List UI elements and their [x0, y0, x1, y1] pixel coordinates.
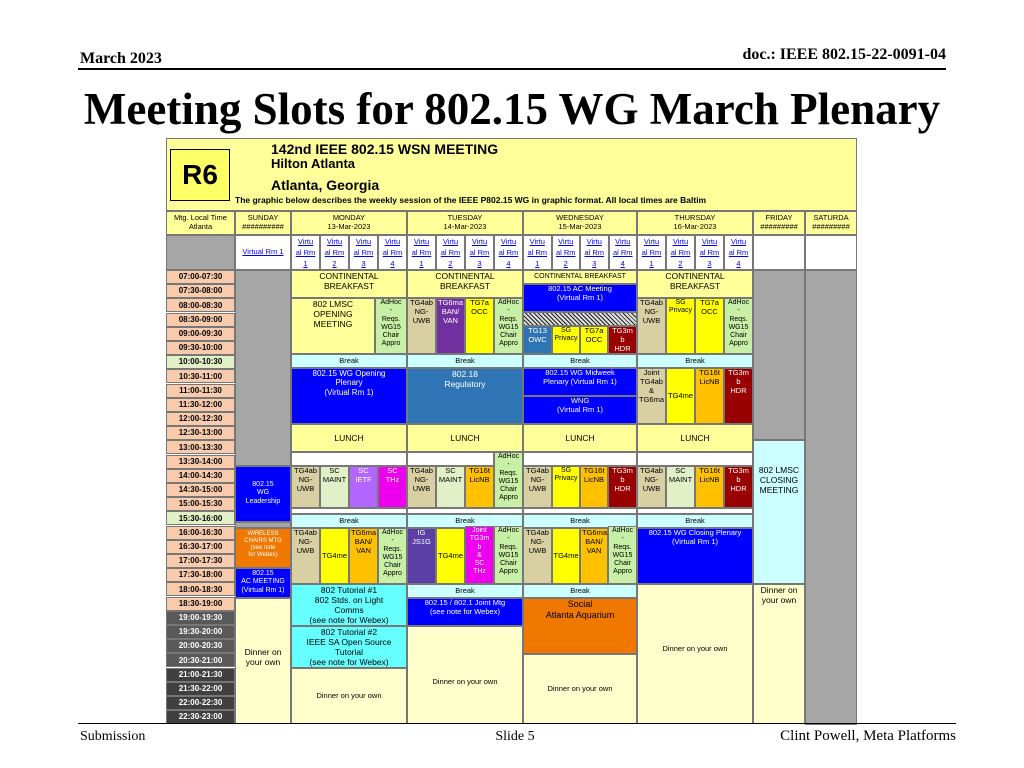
break-thursday-pm: Break [637, 514, 753, 528]
tutorial-1: 802 Tutorial #1 802 Stds. on Light Comms (see note for Webex) [291, 584, 407, 626]
virtual-room-link[interactable] [320, 235, 349, 270]
tg16t-thursday-pm: TG16t LicNB [695, 466, 724, 508]
day-header-sunday [235, 211, 291, 235]
day-header-thursday [637, 211, 753, 235]
time-slot-label: 16:30-17:00 [166, 540, 235, 554]
virtual-room-link[interactable] [436, 235, 465, 270]
footer-author: Clint Powell, Meta Platforms [780, 728, 956, 744]
sc-maint-tuesday: SC MAINT [436, 466, 465, 508]
tg6ma-monday: TG6ma BAN/ VAN [349, 528, 378, 584]
virtual-room-link-label: Virtu al Rm [670, 237, 691, 257]
tg3mb-wednesday-pm: TG3m b HDR [608, 466, 637, 508]
dinner-friday: Dinner on your own [753, 584, 805, 724]
day-date: 16-Mar-2023 [673, 222, 717, 231]
time-slot-label: 22:00-22:30 [166, 696, 235, 710]
day-date: ######### [760, 222, 798, 231]
virtual-room-link[interactable] [407, 235, 436, 270]
breakfast-tuesday: CONTINENTAL BREAKFAST [407, 270, 523, 298]
ac-meeting-wednesday: 802.15 AC Meeting (Virtual Rm 1) [523, 284, 637, 312]
joint-tg3mb-sc-thz: Joint TG3m b & SC THz [465, 526, 494, 584]
virtual-room-row-label [166, 235, 235, 270]
tg3mb-thursday: TG3m b HDR [724, 368, 753, 424]
virtual-room-link[interactable] [552, 235, 581, 270]
day-name: THURSDAY [674, 213, 716, 223]
friday-empty-morning [753, 270, 805, 440]
tg16t-wednesday: TG16t LicNB [580, 466, 608, 508]
sc-maint-thursday: SC MAINT [666, 466, 695, 508]
virtual-room-link[interactable] [580, 235, 609, 270]
virtual-room-link[interactable] [494, 235, 523, 270]
virtual-room-link-label: Virtu al Rm [382, 237, 403, 257]
tg16t-thursday: TG16t LicNB [695, 368, 724, 424]
time-slot-label: 12:30-13:00 [166, 426, 235, 440]
breakfast-wednesday: CONTINENTAL BREAKFAST [523, 270, 637, 284]
footer-rule [78, 723, 956, 724]
time-slot-label: 08:00-08:30 [166, 298, 235, 312]
lunch-wednesday: LUNCH [523, 424, 637, 452]
virtual-room-link-label: Virtu al Rm [641, 237, 662, 257]
saturday-empty [805, 270, 857, 725]
time-slot-label: 22:30-23:00 [166, 710, 235, 724]
sc-maint-monday: SC MAINT [320, 466, 349, 508]
virtual-room-link[interactable] [465, 235, 494, 270]
time-slot-label: 10:30-11:00 [166, 369, 235, 383]
header-doc-number: doc.: IEEE 802.15-22-0091-04 [742, 46, 946, 63]
day-date: 13-Mar-2023 [327, 222, 371, 231]
virtual-room-number: 1 [649, 258, 654, 268]
tg4ab-thursday: TG4ab NG- UWB [637, 298, 666, 354]
tg3mb-wednesday: TG3m b HDR [608, 326, 637, 354]
virtual-room-link[interactable] [666, 235, 695, 270]
virtual-room-number: 4 [390, 258, 395, 268]
virtual-room-link[interactable] [637, 235, 666, 270]
dinner-thursday: Dinner on your own [637, 584, 753, 724]
sg-privacy-wednesday-pm: SG Privacy [552, 466, 580, 508]
break-monday-am: Break [291, 354, 407, 368]
time-slot-label: 13:00-13:30 [166, 440, 235, 454]
day-name: FRIDAY [765, 213, 793, 223]
time-slot-label: 19:00-19:30 [166, 611, 235, 625]
adhoc-monday-am: AdHoc - Reqs. WG15 Chair Appro [375, 298, 407, 354]
ig-js1g-tuesday: IG JS1G [407, 528, 436, 584]
local-time-header: Mtg. Local Time Atlanta [166, 211, 235, 235]
tg4ab-monday-late: TG4ab NG- UWB [291, 528, 320, 584]
meeting-venue: Hilton Atlanta [271, 156, 356, 172]
meeting-city: Atlanta, Georgia [271, 176, 380, 193]
lunch-monday: LUNCH [291, 424, 407, 452]
tg6ma-tuesday: TG6ma BAN/ VAN [436, 298, 465, 354]
room-logo: R6 [170, 149, 230, 201]
adhoc-tuesday-am: AdHoc - Reqs. WG15 Chair Appro [494, 298, 523, 354]
time-slot-label: 19:30-20:00 [166, 625, 235, 639]
virtual-room-link[interactable] [695, 235, 724, 270]
time-slot-label: 21:30-22:00 [166, 682, 235, 696]
day-name: MONDAY [332, 213, 366, 223]
tg7a-wednesday: TG7a OCC [580, 326, 608, 354]
virtual-room-link[interactable] [523, 235, 552, 270]
tg4ab-tuesday-pm: TG4ab NG- UWB [407, 466, 436, 508]
wednesday-unavailable-slot [523, 312, 637, 326]
virtual-room-number: 1 [419, 258, 424, 268]
tg4ab-monday: TG4ab NG- UWB [291, 466, 320, 508]
monday-blank-1 [291, 452, 407, 466]
day-header-friday [753, 211, 805, 235]
break-wednesday-pm: Break [523, 514, 637, 528]
day-header-saturday [805, 211, 857, 235]
virtual-room-link[interactable] [724, 235, 753, 270]
tg7a-thursday: TG7a OCC [695, 298, 724, 354]
time-slot-label: 17:00-17:30 [166, 554, 235, 568]
break-tuesday-am: Break [407, 354, 523, 368]
tg4ab-wednesday-late: TG4ab NG- UWB [523, 528, 552, 584]
day-date: 15-Mar-2023 [558, 222, 602, 231]
adhoc-wednesday: AdHoc - Reqs. WG15 Chair Appro [608, 526, 637, 584]
lmsc-opening-meeting: 802 LMSC OPENING MEETING [291, 298, 375, 354]
slide-title: Meeting Slots for 802.15 WG March Plenary [83, 84, 941, 134]
dinner-sunday: Dinner on your own [235, 598, 291, 724]
lunch-tuesday: LUNCH [407, 424, 523, 452]
tg4me-wednesday: TG4me [552, 528, 580, 584]
sg-privacy-wednesday: SG Privacy [552, 326, 580, 354]
day-name: WEDNESDAY [556, 213, 604, 223]
schedule-note: The graphic below describes the weekly session of the IEEE P802.15 WG in graphic format. All local times are Baltim [235, 195, 707, 206]
day-name: TUESDAY [447, 213, 483, 223]
virtual-room-link-label: Virtu al Rm [411, 237, 432, 257]
virtual-room-number: 2 [678, 258, 683, 268]
dinner-tuesday: Dinner on your own [407, 626, 523, 724]
ac-meeting-sunday: 802.15 AC MEETING (Virtual Rm 1) [235, 568, 291, 598]
wednesday-blank-1 [523, 452, 637, 466]
time-slot-label: 14:30-15:00 [166, 483, 235, 497]
tg7a-tuesday: TG7a OCC [465, 298, 494, 354]
meeting-title: 142nd IEEE 802.15 WSN MEETING [271, 141, 499, 157]
joint-tg4ab-tg6ma: Joint TG4ab & TG6ma [637, 368, 666, 424]
virtual-room-number: 2 [448, 258, 453, 268]
tg13-owc-wednesday: TG13 OWC [523, 326, 552, 354]
adhoc-tuesday-pm: AdHoc - Reqs. WG15 Chair Appro [494, 452, 523, 508]
virtual-room-number: 2 [332, 258, 337, 268]
time-slot-label: 18:30-19:00 [166, 597, 235, 611]
adhoc-monday-pm: AdHoc - Reqs. WG15 Chair Appro [378, 528, 407, 584]
footer-slide-number: Slide 5 [495, 729, 535, 744]
time-slot-label: 18:00-18:30 [166, 582, 235, 596]
tg4ab-wednesday: TG4ab NG- UWB [523, 466, 552, 508]
virtual-room-number: 3 [592, 258, 597, 268]
regulatory-session: 802.18 Regulatory [407, 368, 523, 424]
tuesday-blank-1 [407, 452, 494, 466]
virtual-room-link-label: Virtu al Rm [324, 237, 345, 257]
header-rule [78, 68, 946, 70]
virtual-room-link[interactable] [349, 235, 378, 270]
breakfast-thursday: CONTINENTAL BREAKFAST [637, 270, 753, 298]
tg4ab-tuesday: TG4ab NG- UWB [407, 298, 436, 354]
time-slot-label: 12:00-12:30 [166, 412, 235, 426]
closing-plenary: 802.15 WG Closing Plenary (Virtual Rm 1) [637, 528, 753, 584]
tg6ma-wednesday: TG6ma BAN/ VAN [580, 528, 608, 584]
day-header-tuesday [407, 211, 523, 235]
wng-session: WNG (Virtual Rm 1) [523, 396, 637, 424]
break-thursday-am: Break [637, 354, 753, 368]
virtual-room-number: 4 [736, 258, 741, 268]
meeting-schedule-grid [166, 138, 857, 725]
virtual-room-number: 1 [535, 258, 540, 268]
virtual-room-link-label: Virtu al Rm [728, 237, 749, 257]
virtual-room-number: 4 [620, 258, 625, 268]
tg4me-thursday: TG4me [666, 368, 695, 424]
thursday-blank-1 [637, 452, 753, 466]
virtual-room-number: 1 [303, 258, 308, 268]
sunday-empty-morning [235, 270, 291, 466]
virtual-room-link-label: Virtu al Rm [584, 237, 605, 257]
break-wednesday-evening: Break [523, 584, 637, 598]
joint-802-15-802-1-meeting: 802.15 / 802.1 Joint Mtg (see note for Webex) [407, 598, 523, 626]
tutorial-2: 802 Tutorial #2 IEEE SA Open Source Tutorial (see note for Webex) [291, 626, 407, 668]
time-slot-label: 07:00-07:30 [166, 270, 235, 284]
virtual-room-number: 4 [506, 258, 511, 268]
sc-ietf-monday: SC IETF [349, 466, 378, 508]
day-name: SUNDAY [247, 213, 279, 223]
time-slot-label: 11:30-12:00 [166, 398, 235, 412]
virtual-room-link-label: Virtu al Rm [295, 237, 316, 257]
day-header-wednesday [523, 211, 637, 235]
virtual-room-link-label: Virtu al Rm [440, 237, 461, 257]
dinner-wednesday: Dinner on your own [523, 654, 637, 724]
time-slot-label: 09:00-09:30 [166, 327, 235, 341]
time-slot-label: 15:00-15:30 [166, 497, 235, 511]
break-tuesday-evening: Break [407, 584, 523, 598]
breakfast-monday: CONTINENTAL BREAKFAST [291, 270, 407, 298]
virtual-room-link-label: Virtu al Rm [555, 237, 576, 257]
time-slot-label: 20:30-21:00 [166, 653, 235, 667]
opening-plenary: 802.15 WG Opening Plenary (Virtual Rm 1) [291, 368, 407, 424]
time-slot-label: 15:30-16:00 [166, 511, 235, 525]
time-slot-label: 13:30-14:00 [166, 455, 235, 469]
time-slot-label: 08:30-09:00 [166, 313, 235, 327]
day-name: SATURDA [813, 213, 849, 223]
tg4me-tuesday: TG4me [436, 528, 465, 584]
header-date: March 2023 [80, 50, 162, 67]
adhoc-tuesday-late: AdHoc - Reqs. WG15 Chair Appro [494, 526, 523, 584]
virtual-room-sunday[interactable]: Virtual Rm 1 [235, 235, 291, 270]
day-date: ########## [242, 222, 284, 231]
virtual-room-number: 3 [361, 258, 366, 268]
virtual-room-link-label: Virtu al Rm [699, 237, 720, 257]
time-slot-label: 09:30-10:00 [166, 341, 235, 355]
time-slot-label: 11:00-11:30 [166, 384, 235, 398]
virtual-room-link-label: Virtu al Rm [527, 237, 548, 257]
day-date: 14-Mar-2023 [443, 222, 487, 231]
footer-submission: Submission [80, 729, 146, 744]
day-header-monday [291, 211, 407, 235]
day-date: ######### [812, 222, 850, 231]
virtual-room-link[interactable] [378, 235, 407, 270]
time-slot-label: 20:00-20:30 [166, 639, 235, 653]
time-slot-label: 17:30-18:00 [166, 568, 235, 582]
adhoc-thursday: AdHoc - Reqs. WG15 Chair Appro [724, 298, 753, 354]
virtual-room-link[interactable] [609, 235, 638, 270]
virtual-room-link-label: Virtu al Rm [612, 237, 633, 257]
time-slot-label: 14:00-14:30 [166, 469, 235, 483]
virtual-room-friday [753, 235, 805, 270]
virtual-room-link[interactable] [291, 235, 320, 270]
lmsc-closing-meeting: 802 LMSC CLOSING MEETING [753, 440, 805, 584]
lunch-thursday: LUNCH [637, 424, 753, 452]
break-wednesday-am: Break [523, 354, 637, 368]
time-slot-label: 16:00-16:30 [166, 526, 235, 540]
break-tuesday-pm: Break [407, 514, 523, 528]
time-slot-label: 07:30-08:00 [166, 284, 235, 298]
virtual-room-link-label: Virtu al Rm [498, 237, 519, 257]
tg16t-tuesday: TG16t LicNB [465, 466, 494, 508]
virtual-room-link-label: Virtu al Rm [353, 237, 374, 257]
virtual-room-number: 3 [477, 258, 482, 268]
virtual-room-number: 3 [707, 258, 712, 268]
wg-leadership-session: 802.15 WG Leadership [235, 466, 291, 522]
sc-thz-monday: SC THz [378, 466, 407, 508]
midweek-plenary: 802.15 WG Midweek Plenary (Virtual Rm 1) [523, 368, 637, 396]
time-slot-label: 21:00-21:30 [166, 668, 235, 682]
time-slot-label: 10:00-10:30 [166, 355, 235, 369]
break-monday-pm: Break [291, 514, 407, 528]
tg3mb-thursday-pm: TG3m b HDR [724, 466, 753, 508]
tg4me-monday: TG4me [320, 528, 349, 584]
social-atlanta-aquarium: Social Atlanta Aquarium [523, 598, 637, 654]
tg4ab-thursday-pm: TG4ab NG- UWB [637, 466, 666, 508]
wireless-chairs-meeting: WIRELESS CHAIRS MTG (see note for Webex) [235, 528, 291, 568]
virtual-room-number: 2 [563, 258, 568, 268]
dinner-monday: Dinner on your own [291, 668, 407, 724]
virtual-room-saturday [805, 235, 857, 270]
sg-privacy-thursday: SG Privacy [666, 298, 695, 354]
virtual-room-link-label: Virtu al Rm [469, 237, 490, 257]
